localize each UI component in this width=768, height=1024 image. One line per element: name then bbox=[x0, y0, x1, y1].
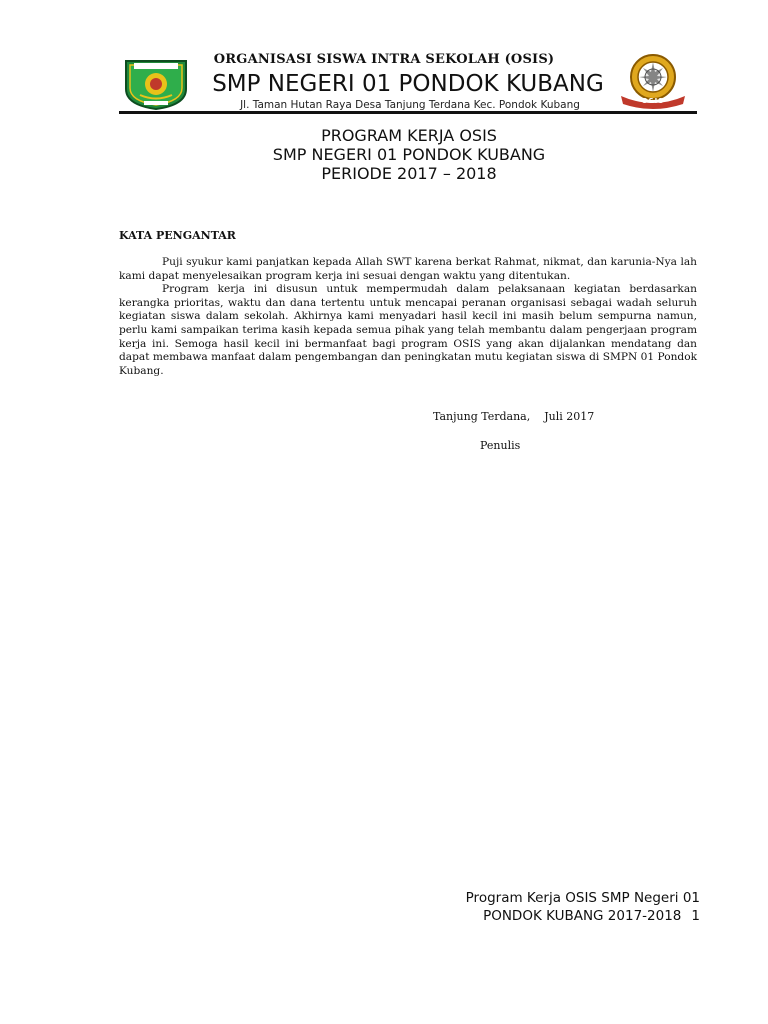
school-name: SMP NEGERI 01 PONDOK KUBANG bbox=[212, 71, 604, 97]
paragraph: Puji syukur kami panjatkan kepada Allah SWT karena berkat Rahmat, nikmat, dan karunia-Nya lah kami dapat menyelesaikan program kerja ini sesuai dengan waktu yang ditentukan. bbox=[119, 256, 697, 282]
letterhead-divider bbox=[119, 111, 697, 114]
signer: Penulis bbox=[480, 439, 521, 452]
page-number: 1 bbox=[691, 908, 700, 924]
footer-line-2: PONDOK KUBANG 2017-2018 bbox=[483, 908, 682, 924]
page-footer bbox=[360, 889, 700, 925]
paragraph: Program kerja ini disusun untuk mempermudah dalam pelaksanaan kegiatan berdasarkan kerangka prioritas, waktu dan dana tertentu untuk mencapai peranan organisasi sebagai wadah seluruh kegiatan siswa dalam sekolah. Akhirnya kami menyadari hasil kecil ini masih belum sempurna namun, perlu kami sampaikan terima kasih kepada semua pihak yang telah membantu dalam pengerjaan program kerja ini. Semoga hasil kecil ini bermanfaat bagi program OSIS yang akan dijalankan mendatang dan dapat membawa manfaat dalam pengembangan dan peningkatan mutu kegiatan siswa di SMPN 01 Pondok Kubang. bbox=[119, 283, 697, 377]
school-address: Jl. Taman Hutan Raya Desa Tanjung Terdana Kec. Pondok Kubang bbox=[240, 99, 580, 111]
foreword-body bbox=[119, 256, 697, 378]
section-heading: KATA PENGANTAR bbox=[119, 229, 236, 242]
title-line-3: PERIODE 2017 – 2018 bbox=[321, 164, 497, 183]
osis-logo-label: OSIS bbox=[641, 97, 665, 105]
title-line-1: PROGRAM KERJA OSIS bbox=[321, 126, 497, 145]
title-line-2: SMP NEGERI 01 PONDOK KUBANG bbox=[272, 145, 546, 164]
organization-name: ORGANISASI SISWA INTRA SEKOLAH (OSIS) bbox=[213, 52, 555, 67]
footer-line-1: Program Kerja OSIS SMP Negeri 01 bbox=[465, 890, 700, 906]
place-date: Tanjung Terdana, Juli 2017 bbox=[433, 410, 595, 423]
document-title-block bbox=[0, 126, 768, 183]
